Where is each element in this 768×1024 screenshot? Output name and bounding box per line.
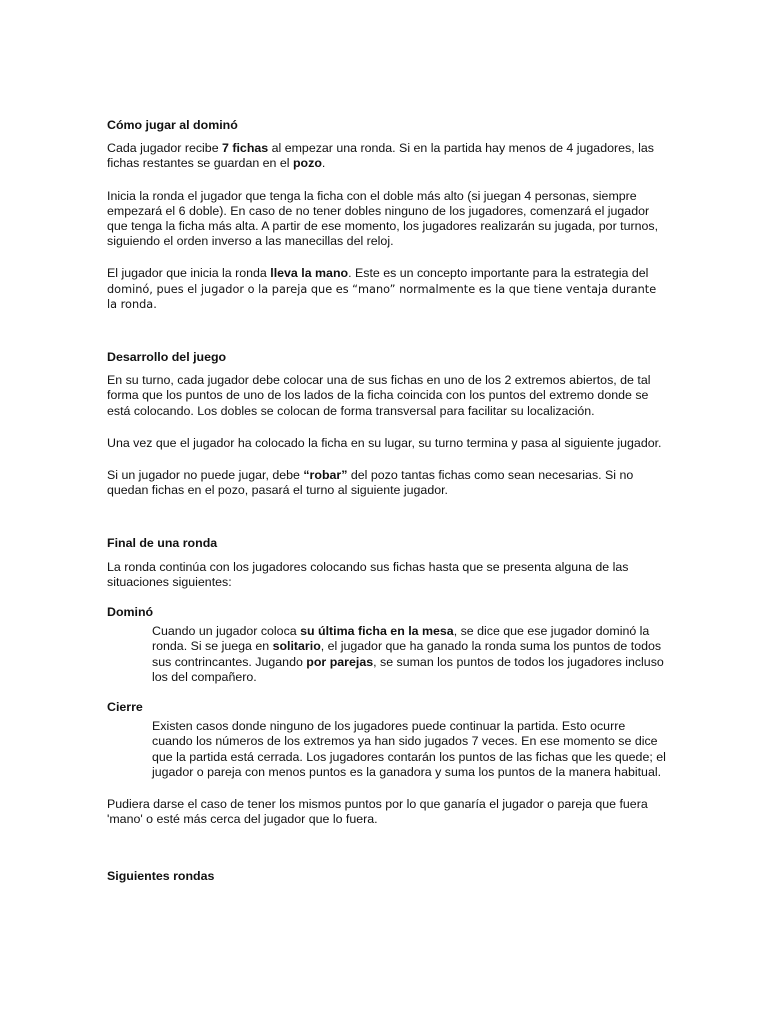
paragraph-mismos-puntos: Pudiera darse el caso de tener los mismos puntos por lo que ganaría el jugador o pareja que fuera 'mano' o esté más cerca del jugador que lo fuera. <box>107 797 648 827</box>
bold-lleva-mano: lleva la mano <box>270 266 349 281</box>
paragraph-inicia-ronda: Inicia la ronda el jugador que tenga la ficha con el doble más alto (si juegan 4 personas, siempre empezará el 6 doble). En caso de no tener dobles ninguno de los jugadores, comenzará el jugador que tenga la ficha más alta. A partir de ese momento, los jugadores realizarán su jugada, por turnos, siguiendo el orden inverso a las manecillas del reloj. <box>107 188 659 249</box>
bold-ultima-ficha: su última ficha en la mesa <box>300 624 454 639</box>
section-title-como-jugar: Cómo jugar al dominó <box>107 118 238 132</box>
paragraph-domino <box>152 624 667 685</box>
text-run: Si un jugador no puede jugar, debe <box>107 468 304 483</box>
text-run: El jugador que inicia la ronda <box>107 266 271 281</box>
paragraph-su-turno: En su turno, cada jugador debe colocar una de sus fichas en uno de los 2 extremos abiertos, de tal forma que los puntos de uno de los lados de la ficha coincida con los puntos del extremo donde se está colocando. Los dobles se colocan de forma transversal para facilitar su localización. <box>107 373 651 418</box>
subsection-title-cierre: Cierre <box>107 700 143 715</box>
text-run: dominó, pues el jugador o la pareja que es “mano” normalmente es la que tiene ventaja durante la ronda. <box>107 282 657 311</box>
text-run: al empezar una ronda. Si en la partida hay menos de 4 jugadores, las fichas restantes se guardan en el <box>107 141 654 171</box>
paragraph-lleva-mano <box>107 266 667 312</box>
paragraph-fichas <box>107 141 667 171</box>
bold-robar: “robar” <box>303 468 348 483</box>
text-run: Cada jugador recibe <box>107 141 223 156</box>
text-run: . Este es un concepto importante para la estrategia del <box>348 266 649 281</box>
bold-solitario: solitario <box>272 639 321 654</box>
section-title-desarrollo: Desarrollo del juego <box>107 350 227 365</box>
section-title-siguientes-rondas: Siguientes rondas <box>107 868 215 883</box>
text-run: , se suman los puntos de todos los jugadores incluso los del compañero. <box>152 654 664 684</box>
subsection-title-domino: Dominó <box>107 605 154 620</box>
paragraph-robar <box>107 468 667 498</box>
paragraph-ronda-continua: La ronda continúa con los jugadores colocando sus fichas hasta que se presenta alguna de las situaciones siguientes: <box>107 559 629 589</box>
text-run: , el jugador que ha ganado la ronda suma los puntos de todos sus contrincantes. Jugando <box>152 639 662 669</box>
text-run: del pozo tantas fichas como sean necesarias. Si no quedan fichas en el pozo, pasará el turno al siguiente jugador. <box>107 468 634 498</box>
paragraph-cierre: Existen casos donde ninguno de los jugadores puede continuar la partida. Esto ocurre cuando los números de los extremos ya han sido jugados 7 veces. En ese momento se dice que la partida está cerrada. Los jugadores contarán los puntos de las fichas que les quede; el jugador o pareja con menos puntos es la ganadora y suma los puntos de la manera habitual. <box>152 719 666 779</box>
text-run: Cuando un jugador coloca <box>152 624 301 639</box>
bold-por-parejas: por parejas <box>306 654 374 669</box>
document-page <box>107 118 667 892</box>
bold-fichas: 7 fichas <box>222 141 269 156</box>
bold-pozo: pozo <box>292 156 322 171</box>
text-run: , se dice que ese jugador dominó la ronda. Si se juega en <box>152 624 650 654</box>
text-run: . <box>321 156 326 171</box>
section-title-final-ronda: Final de una ronda <box>107 536 218 551</box>
paragraph-turno-termina: Una vez que el jugador ha colocado la ficha en su lugar, su turno termina y pasa al siguiente jugador. <box>107 435 662 450</box>
